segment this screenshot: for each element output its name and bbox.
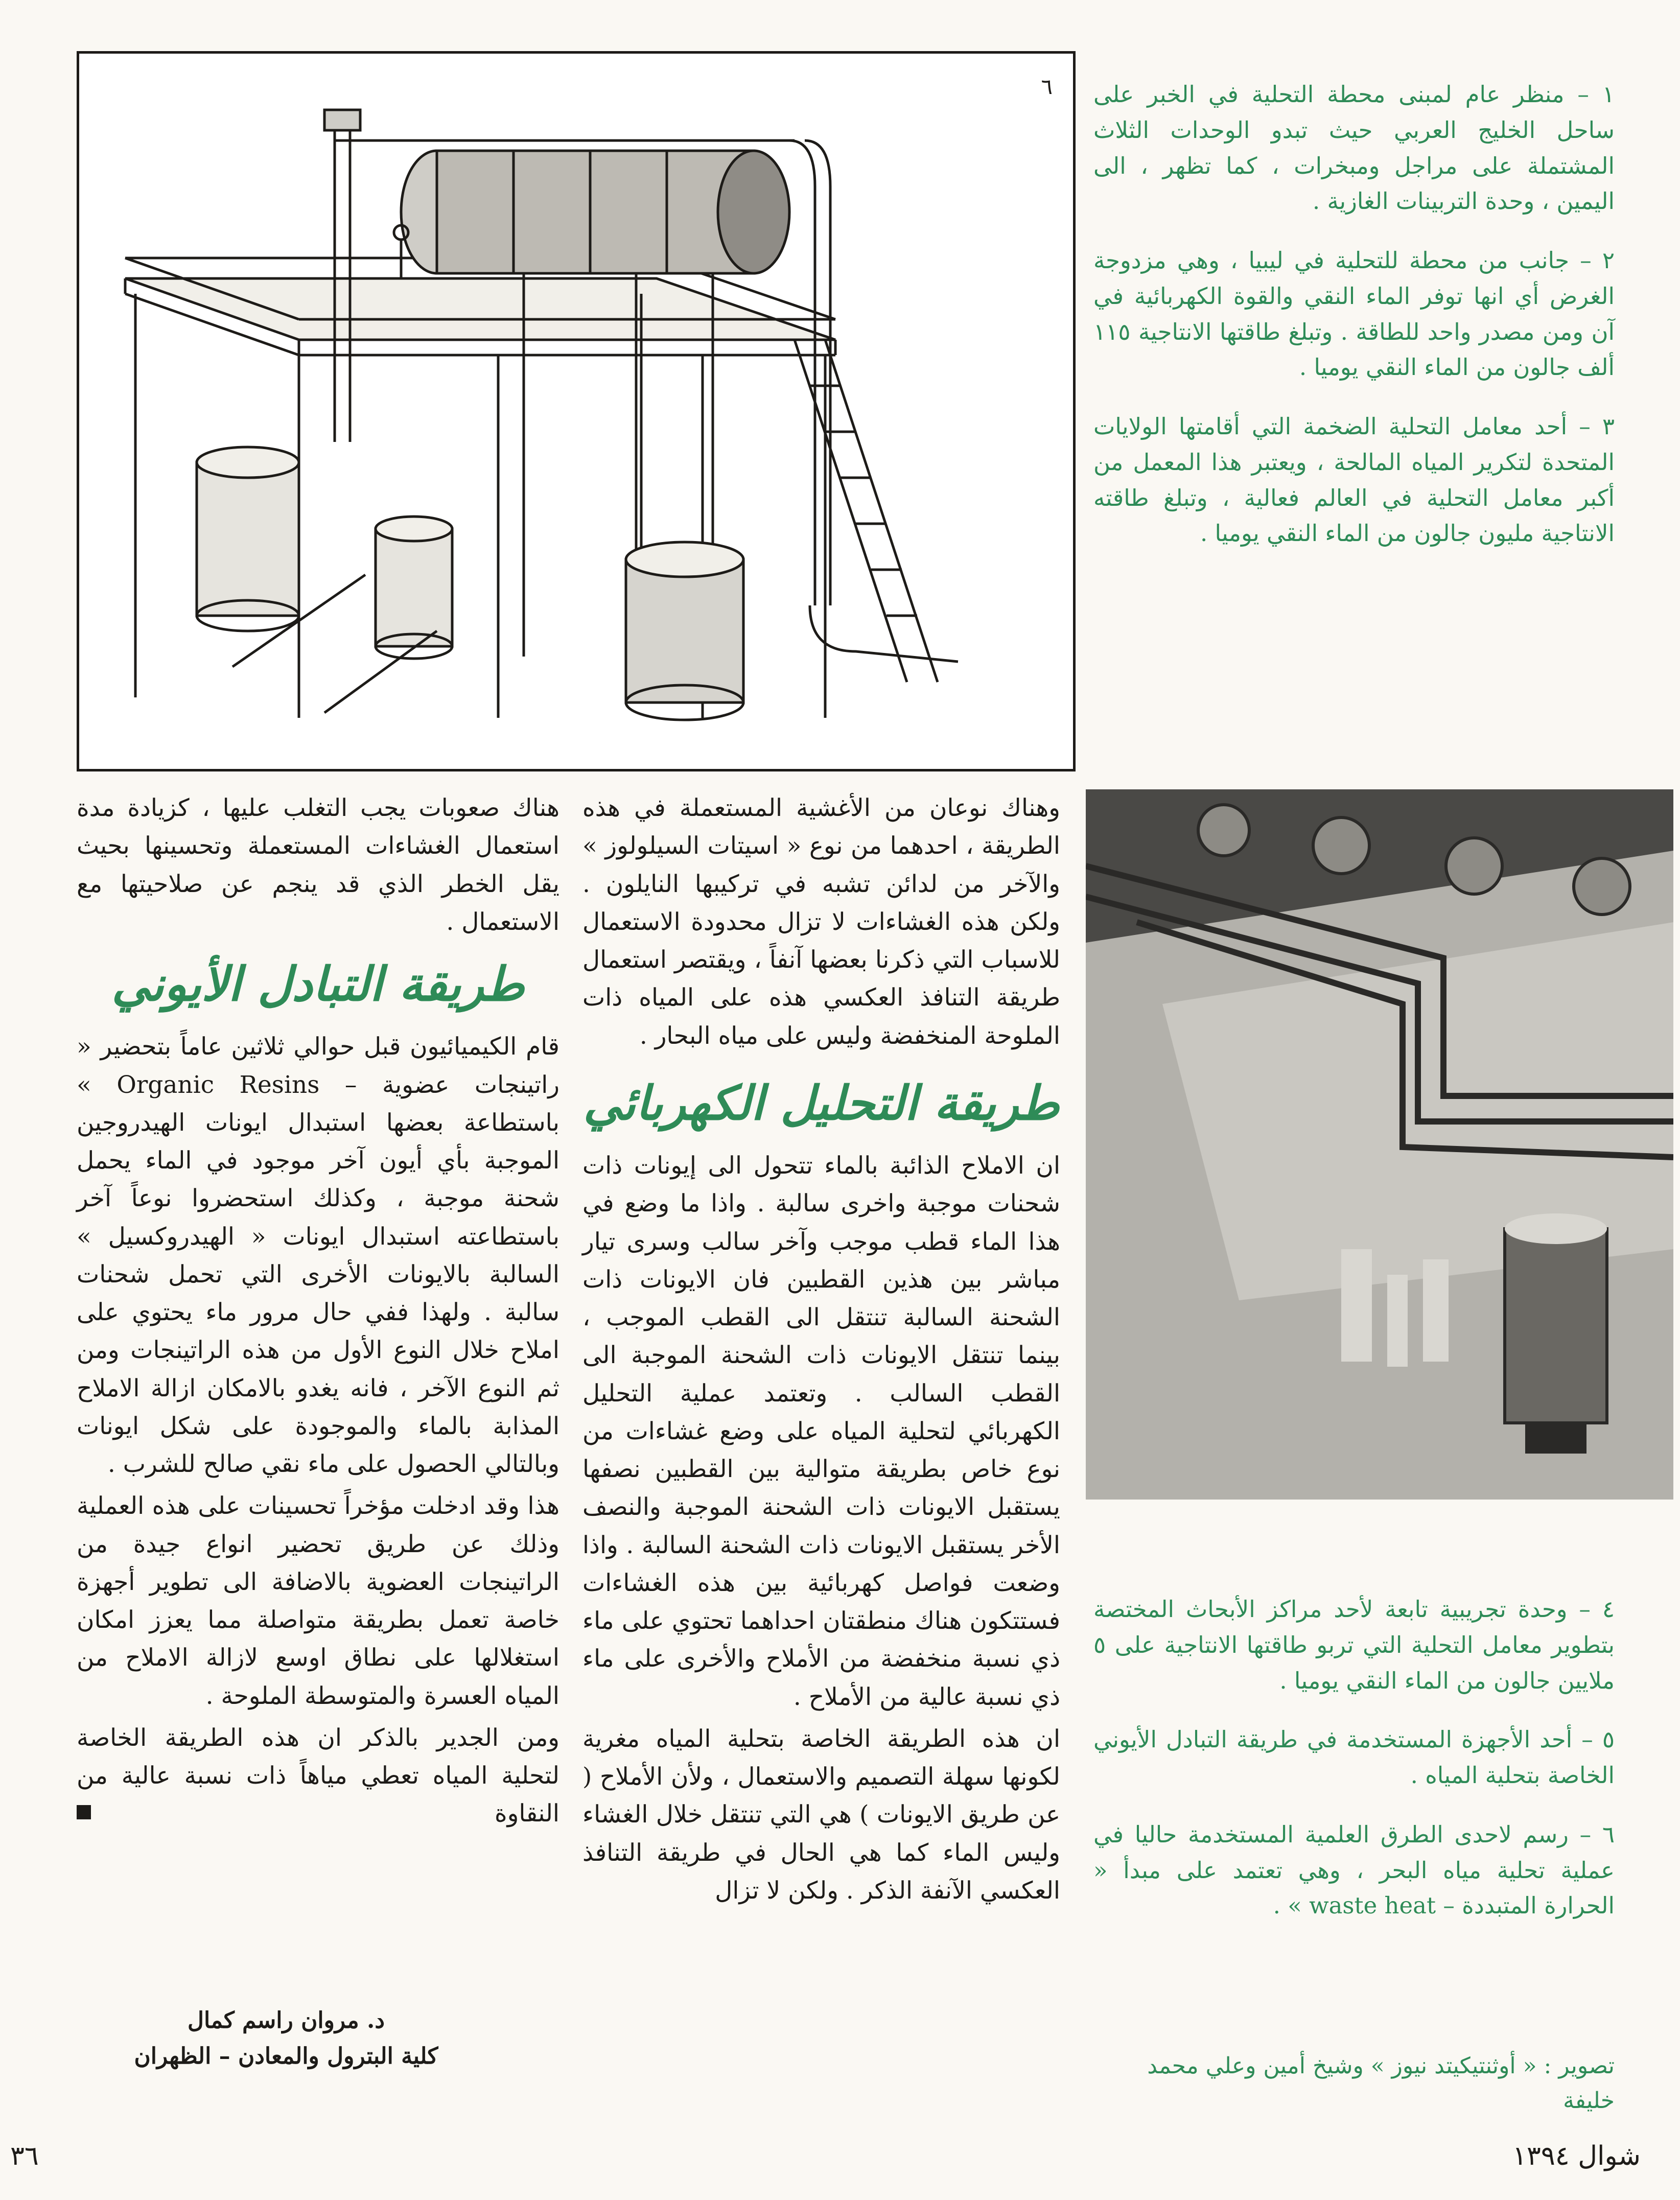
plant-photo-illustration bbox=[1086, 789, 1673, 1500]
author-name: د. مروان راسم كمال bbox=[188, 2007, 385, 2033]
caption-3: ٣ – أحد معامل التحلية الضخمة التي أقامتها الولايات المتحدة لتكرير المياه المالحة ، ويعتبر هذا المعمل من أكبر معامل التحلية في العالم فعالية ، وتبلغ طاقته الانتاجية مليون جالون من الماء النقي يوميا . bbox=[1093, 413, 1615, 547]
left-paragraph-2: قام الكيميائيون قبل حوالي ثلاثين عاماً بتحضير « راتينجات عضوية – Organic Resins » باستطاعة بعضها استبدال ايونات الهيدروجين الموجبة بأي أيون آخر موجود في الماء يحمل شحنة موجبة ، وكذلك استحضروا نوعاً آخر باستطاعته استبدال ايونات « الهيدروكسيل » السالبة بالايونات الأخرى التي تحمل شحنات سالبة . ولهذا ففي حال مرور ماء يحتوي على املاح خلال النوع الأول من هذه الراتينجات ومن ثم النوع الآخر ، فانه يغدو بالامكان ازالة الاملاح المذابة بالماء والموجودة على شكل ايونات وبالتالي الحصول على ماء نقي صالح للشرب . bbox=[77, 1033, 559, 1479]
heading-electrodialysis: طريقة التحليل الكهربائي bbox=[583, 1075, 1060, 1131]
plant-photo bbox=[1086, 789, 1673, 1500]
captions-bottom bbox=[1093, 1592, 1615, 1947]
issue-date: شوال ١٣٩٤ bbox=[1512, 2141, 1641, 2171]
author-signature bbox=[87, 2003, 485, 2075]
captions-top bbox=[1093, 77, 1615, 575]
page-number: ٣٦ bbox=[10, 2141, 39, 2171]
left-paragraph-4-text: ومن الجدير بالذكر ان هذه الطريقة الخاصة لتحلية المياه تعطي مياهاً ذات نسبة عالية من النقاوة bbox=[77, 1723, 559, 1828]
left-paragraph-1: هناك صعوبات يجب التغلب عليها ، كزيادة مدة استعمال الغشاءات المستعملة وتحسينها بحيث يقل الخطر الذي قد ينجم عن صلاحيتها مع الاستعمال . bbox=[77, 794, 559, 936]
figure-6-drawing bbox=[77, 51, 1076, 771]
middle-paragraph-2: ان الاملاح الذائبة بالماء تتحول الى إيونات ذات شحنات موجبة واخرى سالبة . واذا ما وضع في هذا الماء قطب موجب وآخر سالب وسرى تيار مباشر بين هذين القطبين فان الايونات ذات الشحنة السالبة تنتقل الى القطب الموجب ، بينما تنتقل الايونات ذات الشحنة الموجبة الى القطب السالب . وتعتمد عملية التحليل الكهربائي لتحلية المياه على وضع غشاءات من نوع خاص بطريقة متوالية بين القطبين نصفها يستقبل الايونات ذات الشحنة الموجبة والنصف الأخر يستقبل الايونات ذات الشحنة السالبة . واذا وضعت فواصل كهربائية بين هذه الغشاءات فستتكون هناك منطقتان احداهما تحتوي على ماء ذي نسبة منخفضة من الأملاح والأخرى على ماء ذي نسبة عالية من الأملاح . bbox=[582, 1152, 1060, 1711]
end-mark-square bbox=[77, 1805, 91, 1819]
middle-paragraph-3: ان هذه الطريقة الخاصة بتحلية المياه مغرية لكونها سهلة التصميم والاستعمال ، ولأن الأملاح ( عن طريق الايونات ) هي التي تنتقل خلال الغشاء وليس الماء كما هي الحال في طريقة التنافذ العكسي الآنفة الذكر . ولكن لا تزال bbox=[582, 1724, 1060, 1905]
left-paragraph-3: هذا وقد ادخلت مؤخراً تحسينات على هذه العملية وذلك عن طريق تحضير انواع جيدة من الراتينجات العضوية بالاضافة الى تطوير أجهزة خاصة تعمل بطريقة متواصلة مما يعزز امكان استغلالها على نطاق اوسع لازالة الاملاح من المياه العسرة والمتوسطة الملوحة . bbox=[77, 1492, 559, 1710]
caption-6: ٦ – رسم لاحدى الطرق العلمية المستخدمة حاليا في عملية تحلية مياه البحر ، وهي تعتمد على مبدأ « الحرارة المتبددة – waste heat » . bbox=[1093, 1820, 1615, 1920]
caption-2: ٢ – جانب من محطة للتحلية في ليبيا ، وهي مزدوجة الغرض أي انها توفر الماء النقي والقوة الكهربائية في آن ومن مصدر واحد للطاقة . وتبلغ طاقتها الانتاجية ١١٥ ألف جالون من الماء النقي يوميا . bbox=[1093, 247, 1615, 381]
left-paragraph-4 bbox=[77, 1719, 559, 1833]
middle-column bbox=[582, 789, 1060, 1914]
caption-5: ٥ – أحد الأجهزة المستخدمة في طريقة التبادل الأيوني الخاصة بتحلية المياه . bbox=[1093, 1726, 1615, 1789]
left-column bbox=[77, 789, 559, 1837]
middle-paragraph-1: وهناك نوعان من الأغشية المستعملة في هذه الطريقة ، احدهما من نوع « اسيتات السيلولوز » والآخر من لدائن تشبه في تركيبها النايلون . ولكن هذه الغشاءات لا تزال محدودة الاستعمال للاسباب التي ذكرنا بعضها آنفاً ، ويقتصر استعمال طريقة التنافذ العكسي هذه على المياه ذات الملوحة المنخفضة وليس على مياه البحار . bbox=[582, 794, 1060, 1050]
credit-line: تصوير : « أوثنتيكيتد نيوز » وشيخ أمين وعلي محمد خليفة bbox=[1147, 2053, 1615, 2114]
author-affiliation: كلية البترول والمعادن – الظهران bbox=[134, 2043, 438, 2070]
heading-ion-exchange: طريقة التبادل الأيوني bbox=[111, 957, 525, 1012]
figure-number: ٦ bbox=[1041, 74, 1053, 99]
caption-1: ١ – منظر عام لمبنى محطة التحلية في الخبر على ساحل الخليج العربي حيث تبدو الوحدات الثلاث المشتملة على مراجل ومبخرات ، كما تظهر ، الى اليمين ، وحدة التربينات الغازية . bbox=[1093, 81, 1615, 215]
caption-4: ٤ – وحدة تجريبية تابعة لأحد مراكز الأبحاث المختصة بتطوير معامل التحلية التي تربو طاقتها الانتاجية على ٥ ملايين جالون من الماء النقي يوميا . bbox=[1093, 1596, 1615, 1694]
desalination-plant-illustration bbox=[79, 54, 1073, 769]
photo-credit bbox=[1093, 2049, 1615, 2118]
